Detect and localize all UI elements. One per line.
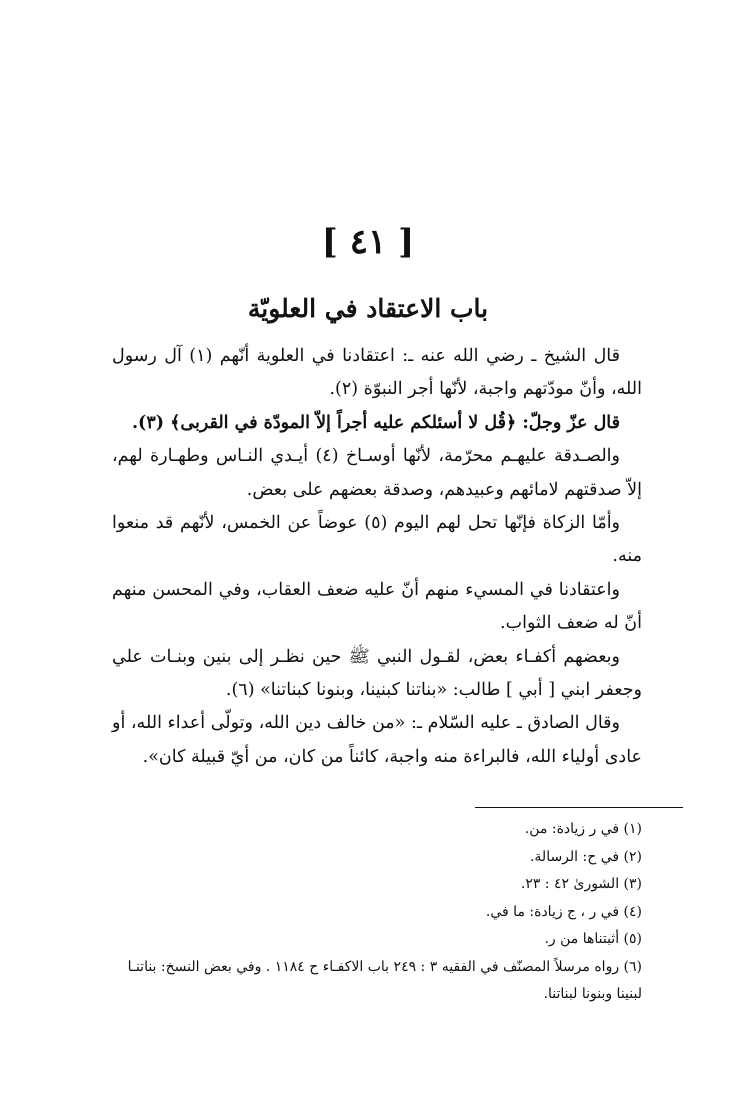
footnote-2: (٢) في ح: الرسالة. xyxy=(529,848,642,865)
footnote-6: (٦) رواه مرسلاً المصنّف في الفقيه ٣ : ٢٤٩ باب الاكفـاء ح ١١٨٤ . وفي بعض النسخ: بناتنـا لبنينا وبنونا لبناتنا. xyxy=(127,958,642,1002)
body-text xyxy=(112,340,642,774)
paragraph-2-quran-verse: قال عزّ وجلّ: ﴿قُل لا أسئلكم عليه أجراً إلاّ المودّة في القربى﴾ (٣). xyxy=(131,412,620,433)
paragraph-6: وبعضهم أكفـاء بعض، لقـول النبي ﷺ حين نظـر إلى بنين وبنـات علي وجعفر ابني [ أبي ] طالب: «بناتنا كبنينا، وبنونا كبناتنا» (٦). xyxy=(112,646,642,701)
footnote-5: (٥) أثبتناها من ر. xyxy=(544,931,642,947)
chapter-number: [ ٤١ ] xyxy=(321,222,415,262)
paragraph-7: وقال الصادق ـ عليه السّلام ـ: «من خالف دين الله، وتولّى أعداء الله، أو عادى أولياء الله، فالبراءة منه واجبة، كائناً من كان، من أيّ قبيلة كان». xyxy=(112,713,642,767)
chapter-title: باب الاعتقاد في العلويّة xyxy=(247,294,489,323)
footnotes xyxy=(112,816,642,1009)
paragraph-1: قال الشيخ ـ رضي الله عنه ـ: اعتقادنا في العلوية أنّهم (١) آل رسول الله، وأنّ مودّتهم واجبة، لأنّها أجر النبوّة (٢). xyxy=(112,346,642,400)
paragraph-5: واعتقادنا في المسيء منهم أنّ عليه ضعف العقاب، وفي المحسن منهم أنّ له ضعف الثواب. xyxy=(112,579,642,634)
footnote-divider xyxy=(475,807,683,808)
footnote-1: (١) في ر زيادة: من. xyxy=(524,821,642,837)
paragraph-3: والصـدقة عليهـم محرّمة، لأنّها أوسـاخ (٤) أيـدي النـاس وطهـارة لهم، إلاّ صدقتهم لامائهم وعبيدهم، وصدقة بعضهم على بعض. xyxy=(112,446,642,500)
footnote-3: (٣) الشورىٰ ٤٢ : ٢٣. xyxy=(520,876,642,892)
footnote-4: (٤) في ر ، ج زيادة: ما في. xyxy=(485,903,642,920)
paragraph-4: وأمّا الزكاة فإنّها تحل لهم اليوم (٥) عوضاً عن الخمس، لأنّهم قد منعوا منه. xyxy=(112,513,642,567)
